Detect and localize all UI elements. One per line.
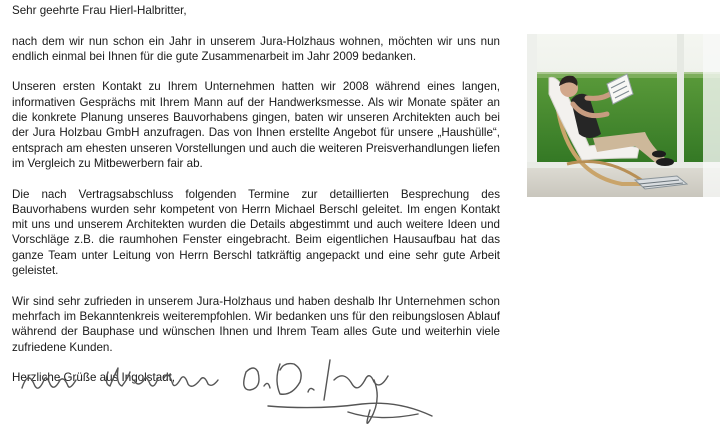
letter-paragraph-4: Wir sind sehr zufrieden in unserem Jura-Holzhaus und haben deshalb Ihr Unternehmen schon mehrfach im Bekanntenkreis weiterempfohlen. Wir bedanken uns für den reibungslosen Ablauf während der Bauphase und wünschen Ihnen und Ihrem Team alles Gute und weiterhin viele zufriedene Kunden. <box>12 294 500 354</box>
letter-paragraph-3: Die nach Vertragsabschluss folgenden Termine zur detaillierten Besprechung des Bauvorhabens wurden sehr kompetent von Herrn Michael Berschl geleitet. Im engen Kontakt mit uns und unserem Architekten wurden die Details abgestimmt und auch weitere Ideen und Vorschläge z.B. die raumhohen Fenster eingebracht. Beim eigentlichen Hausaufbau hat das ganze Team unter Leitung von Herrn Berschl tatkräftig angepackt und eine sehr gute Arbeit geleistet. <box>12 187 500 278</box>
letter-paragraph-1: nach dem wir nun schon ein Jahr in unserem Jura-Holzhaus wohnen, möchten wir uns nun endlich einmal bei Ihnen für die gute Zusammenarbeit im Jahr 2009 bedanken. <box>12 34 500 63</box>
handwritten-signature <box>18 350 438 442</box>
letter-body <box>12 3 500 385</box>
customer-photo <box>527 34 720 197</box>
letter-paragraph-2: Unseren ersten Kontakt zu Ihrem Unternehmen hatten wir 2008 während eines langen, informativen Gesprächs mit Ihrem Mann auf der Handwerksmesse. Als wir Monate später an die konkrete Planung unseres Bauvorhabens gingen, baten wir unseren Architekten auch bei der Jura Holzbau GmbH anzufragen. Das von Ihnen erstellte Angebot für unsere „Haushülle“, entsprach am ehesten unseren Vorstellungen und auch die weiteren Preisverhandlungen liefen im Vergleich zu Mitbewerbern fair ab. <box>12 80 500 170</box>
letter-closing: Herzliche Grüße aus Ingolstadt, <box>12 371 176 385</box>
letter-salutation: Sehr geehrte Frau Hierl-Halbritter, <box>12 4 187 17</box>
